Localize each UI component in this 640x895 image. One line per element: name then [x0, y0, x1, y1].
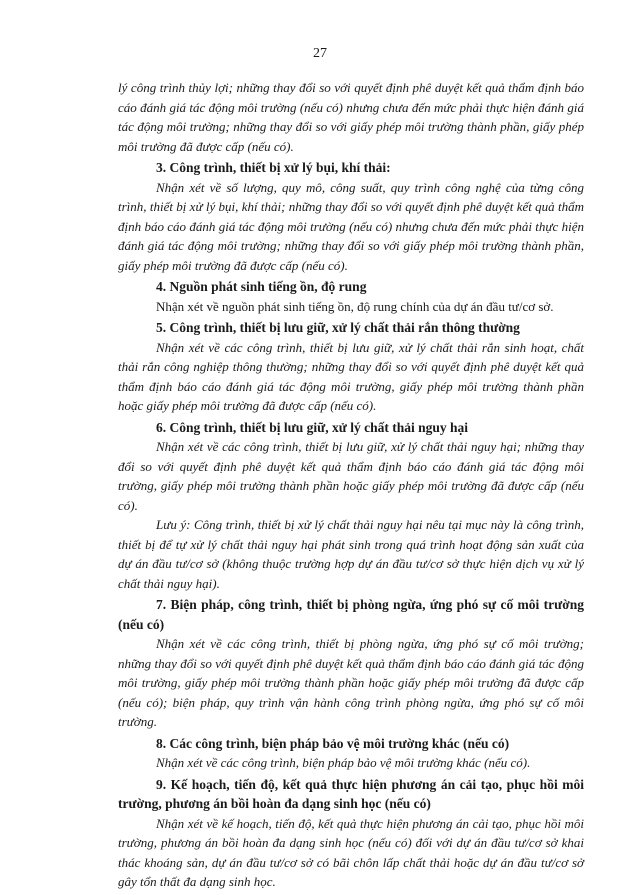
section-6-text: Nhận xét về các công trình, thiết bị lưu giữ, xử lý chất thải nguy hại; những thay đổi so với quyết định phê duyệt kết quả thẩm định báo cáo đánh giá tác động môi trường, giấy phép môi trường thành phần hoặc giấy phép môi trường đã được cấp (nếu có). — [118, 439, 584, 513]
section-heading-8: 8. Các công trình, biện pháp bảo vệ môi trường khác (nếu có) — [156, 735, 510, 751]
section-6-note-tail: (không thuộc trường hợp dự án đầu tư/cơ sở thực hiện dịch vụ xử lý chất thải nguy hại). — [118, 556, 584, 591]
page-number: 27 — [313, 46, 327, 61]
paragraph-continued: lý công trình thủy lợi; những thay đổi so với quyết định phê duyệt kết quả thẩm định báo cáo đánh giá tác động môi trường (nếu có) nhưng chưa đến mức phải thực hiện đánh giá tác động môi trường; những thay đổi so với giấy phép môi trường thành phần, giấy phép môi trường đã được cấp (nếu có). — [118, 80, 584, 154]
section-heading-5: 5. Công trình, thiết bị lưu giữ, xử lý chất thải rắn thông thường — [156, 320, 520, 335]
section-5-text: Nhận xét về các công trình, thiết bị lưu giữ, xử lý chất thải rắn sinh hoạt, chất thải rắn công nghiệp thông thường; những thay đổi so với quyết định phê duyệt kết quả thẩm định báo cáo đánh giá tác động môi trường, giấy phép môi trường thành phần hoặc giấy phép môi trường đã được cấp (nếu có). — [118, 339, 584, 413]
section-3-text: Nhận xét về số lượng, quy mô, công suất, quy trình công nghệ của từng công trình, thiết bị xử lý bụi, khí thải; những thay đổi so với quyết định phê duyệt kết quả thẩm định báo cáo đánh giá tác động môi trường (nếu có) nhưng chưa đến mức phải thực hiện đánh giá tác động môi trường; những thay đổi so với giấy phép môi trường thành phần, giấy phép môi trường đã được cấp (nếu có). — [118, 179, 584, 273]
section-heading-3: 3. Công trình, thiết bị xử lý bụi, khí thải: — [156, 160, 391, 175]
section-6-note — [118, 515, 584, 593]
section-6-note-italic: Lưu ý: Công trình, thiết bị xử lý chất thải nguy hại nêu tại mục này là công trình, thiết bị để tự xử lý chất thải nguy hại phát sinh trong quá trình hoạt động sản xuất của dự án đầu tư/cơ sở — [118, 517, 584, 571]
section-heading-6: 6. Công trình, thiết bị lưu giữ, xử lý chất thải nguy hại — [156, 419, 468, 435]
section-heading-9: 9. Kế hoạch, tiến độ, kết quả thực hiện phương án cải tạo, phục hồi môi trường, phương án bồi hoàn đa dạng sinh học (nếu có) — [118, 776, 584, 811]
section-7-text: Nhận xét về các công trình, thiết bị phòng ngừa, ứng phó sự cố môi trường; những thay đổi so với quyết định phê duyệt kết quả thẩm định báo cáo đánh giá tác động môi trường, giấy phép môi trường thành phần hoặc giấy phép môi trường đã được cấp (nếu có); biện pháp, quy trình vận hành công trình phòng ngừa, ứng phó sự cố môi trường. — [118, 636, 584, 729]
section-heading-4: 4. Nguồn phát sinh tiếng ồn, độ rung — [156, 279, 367, 294]
section-heading-7: 7. Biện pháp, công trình, thiết bị phòng ngừa, ứng phó sự cố môi trường (nếu có) — [118, 597, 584, 632]
page-content — [118, 78, 584, 892]
section-4-text: Nhận xét về nguồn phát sinh tiếng ồn, độ rung chính của dự án đầu tư/cơ sở. — [156, 298, 554, 314]
section-9-text: Nhận xét về kế hoạch, tiến độ, kết quả thực hiện phương án cải tạo, phục hồi môi trường, phương án bồi hoàn đa dạng sinh học (nếu có) đối với dự án đầu tư/cơ sở khai thác khoáng sản, dự án đầu tư/cơ sở có bãi chôn lấp chất thải hoặc dự án đầu tư/cơ sở gây tổn thất đa dạng sinh học. — [118, 815, 584, 889]
section-8-text: Nhận xét về các công trình, biện pháp bảo vệ môi trường khác (nếu có). — [156, 755, 531, 770]
